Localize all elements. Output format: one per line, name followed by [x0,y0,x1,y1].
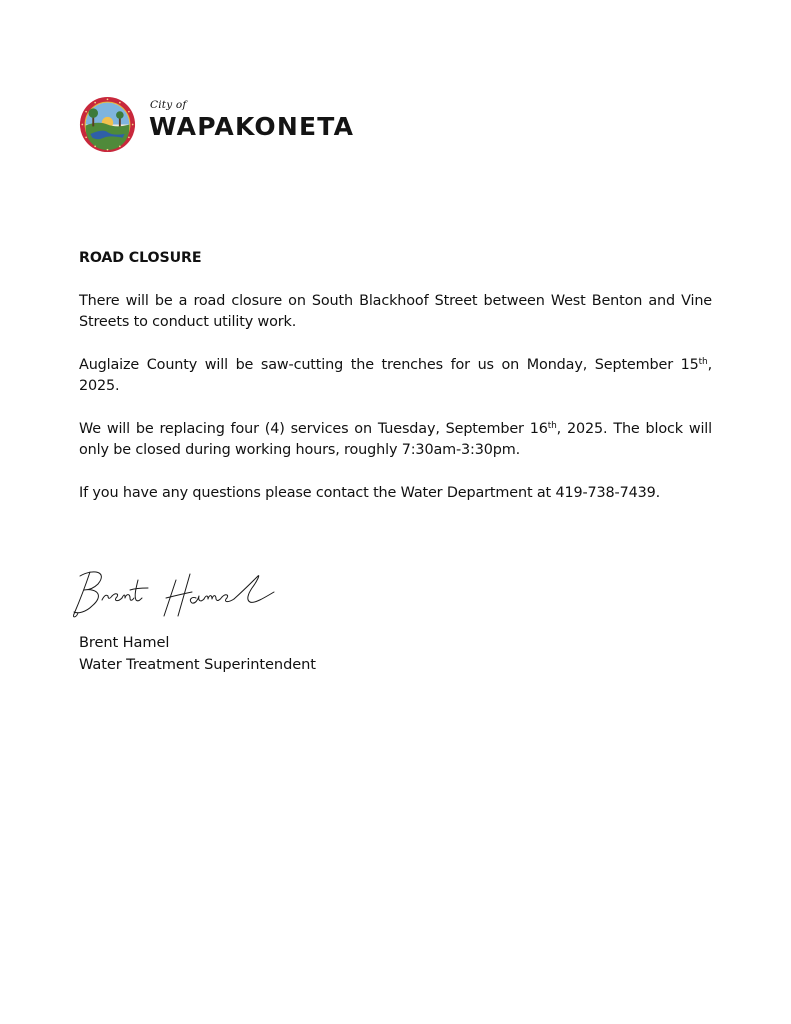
signer-name: Brent Hamel [79,634,170,651]
city-logo [79,95,379,155]
notice-heading: ROAD CLOSURE [79,250,202,266]
paragraph-replacement-text-a: We will be replacing four (4) services on Tuesday, September 16 [79,420,548,437]
city-name: WAPAKONETA [149,112,355,141]
signer-block [79,632,316,675]
city-prefix: City of [150,99,187,111]
ordinal-suffix: th [547,420,557,431]
notice-body [79,248,712,525]
paragraph-replacement-text-b: , 2025. The block will only be closed during working hours, roughly 7:30am-3:30pm. [79,420,713,458]
paragraph-replacement [79,419,712,462]
paragraph-contact: If you have any questions please contact the Water Department at 419-738-7439. [79,484,661,501]
paragraph-saw-cutting [79,355,712,398]
handwritten-signature [68,566,283,622]
city-seal-icon [79,96,136,153]
paragraph-saw-cutting-text-b: , 2025. [79,356,712,394]
signer-title: Water Treatment Superintendent [79,655,316,673]
paragraph-closure: There will be a road closure on South Blackhoof Street between West Benton and Vine Streets to conduct utility work. [79,292,712,330]
ordinal-suffix: th [698,356,708,367]
paragraph-saw-cutting-text-a: Auglaize County will be saw-cutting the trenches for us on Monday, September 15 [79,356,699,373]
